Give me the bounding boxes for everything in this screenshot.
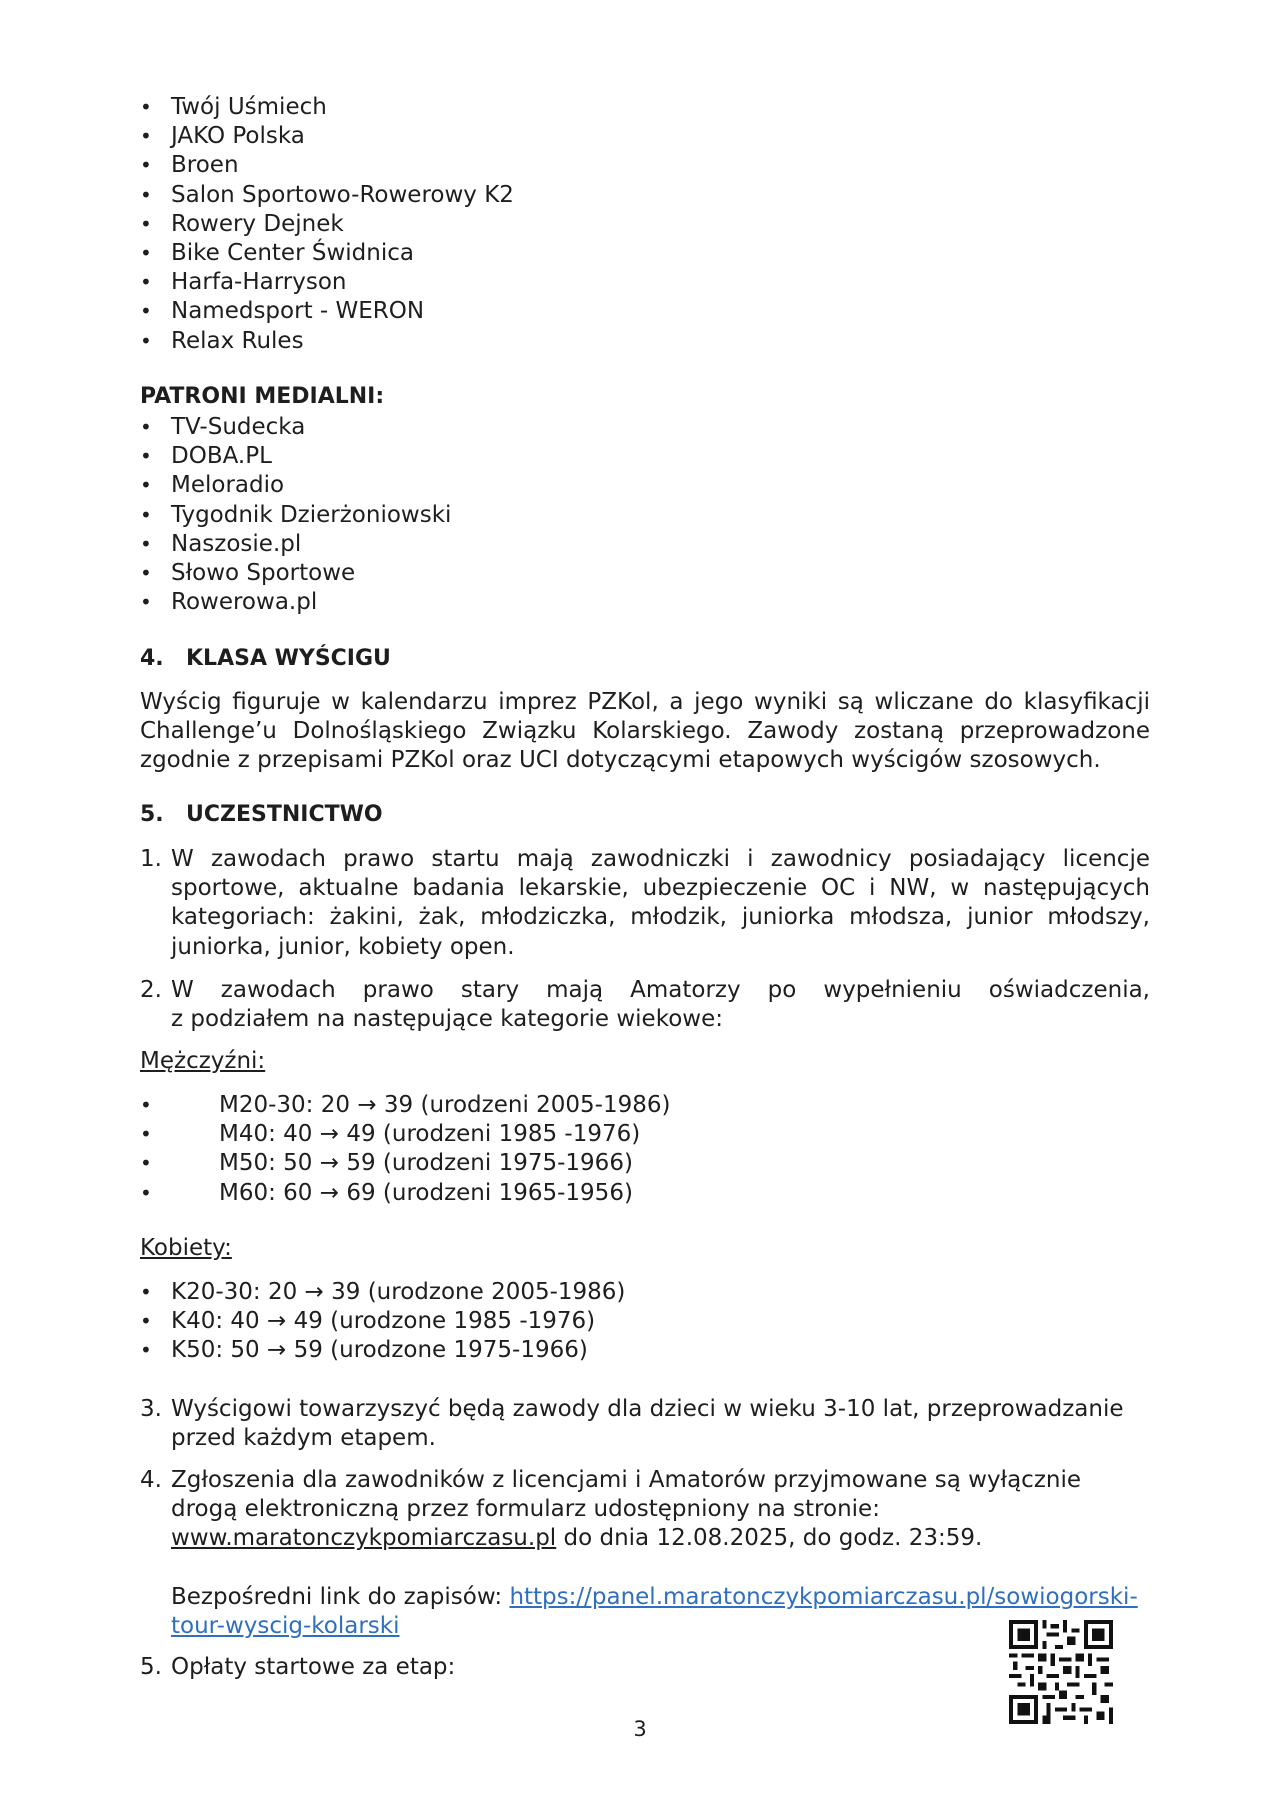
item-line: przed każdym etapem. <box>171 1425 436 1452</box>
item-line: W zawodach prawo stary mają Amatorzy po wypełnieniu oświadczenia, <box>171 977 1150 1003</box>
list-item: • Rowerowa.pl <box>140 588 451 617</box>
list-item: • Bike Center Świdnica <box>140 239 514 268</box>
men-label: Mężczyźni: <box>140 1048 266 1074</box>
list-item: • Rowery Dejnek <box>140 210 514 239</box>
women-categories-list <box>140 1278 625 1366</box>
list-item: • K50: 50 → 59 (urodzone 1975-1966) <box>140 1336 625 1365</box>
media-patrons-heading: PATRONI MEDIALNI: <box>140 384 385 409</box>
media-patrons-list <box>140 413 451 617</box>
list-item: • Tygodnik Dzierżoniowski <box>140 501 451 530</box>
list-item: • M50: 50 → 59 (urodzeni 1975-1966) <box>140 1149 671 1178</box>
list-item: • M40: 40 → 49 (urodzeni 1985 -1976) <box>140 1120 671 1149</box>
item-line: Opłaty startowe za etap: <box>171 1654 456 1680</box>
item-line: z podziałem na następujące kategorie wiekowe: <box>171 1006 723 1033</box>
registration-deadline: do dnia 12.08.2025, do godz. 23:59. <box>556 1525 983 1552</box>
item-line: Zgłoszenia dla zawodników z licencjami i Amatorów przyjmowane są wyłącznie <box>171 1467 1082 1493</box>
direct-registration-link-continued[interactable]: tour-wyscig-kolarski <box>171 1612 400 1639</box>
list-item: • JAKO Polska <box>140 122 514 151</box>
section-number: 5. <box>140 802 164 827</box>
page-number: 3 <box>633 1717 647 1741</box>
item-line <box>171 1583 1150 1612</box>
list-item: • K20-30: 20 → 39 (urodzone 2005-1986) <box>140 1278 625 1307</box>
item-number: 3. <box>140 1396 162 1422</box>
sponsors-list <box>140 93 514 356</box>
direct-registration-link[interactable]: https://panel.maratonczykpomiarczasu.pl/sowiogorski- <box>509 1583 1138 1610</box>
list-item: • DOBA.PL <box>140 442 451 471</box>
list-item: • Harfa-Harryson <box>140 268 514 297</box>
list-item: • K40: 40 → 49 (urodzone 1985 -1976) <box>140 1307 625 1336</box>
direct-link-label: Bezpośredni link do zapisów: <box>171 1583 510 1610</box>
list-item: • TV-Sudecka <box>140 413 451 442</box>
section-4-heading <box>140 646 391 671</box>
item-line: drogą elektroniczną przez formularz udostępniony na stronie: <box>171 1496 880 1523</box>
item-number: 2. <box>140 977 162 1003</box>
section-number: 4. <box>140 646 164 671</box>
list-item: • Twój Uśmiech <box>140 93 514 122</box>
list-item: • Relax Rules <box>140 327 514 356</box>
men-categories-list <box>140 1091 671 1208</box>
item-line <box>171 1524 1150 1553</box>
registration-site-link[interactable]: www.maratonczykpomiarczasu.pl <box>171 1525 557 1552</box>
section-title: KLASA WYŚCIGU <box>186 646 391 671</box>
item-line: kategoriach: żakini, żak, młodziczka, młodzik, juniorka młodsza, junior młodszy, <box>171 904 1150 931</box>
list-item: • Salon Sportowo-Rowerowy K2 <box>140 181 514 210</box>
list-item: • M20-30: 20 → 39 (urodzeni 2005-1986) <box>140 1091 671 1120</box>
item-line <box>171 1612 1150 1641</box>
list-item: • Broen <box>140 151 514 180</box>
paragraph-line: Challenge’u Dolnośląskiego Związku Kolarskiego. Zawody zostaną przeprowadzone <box>140 718 1150 745</box>
item-line: Wyścigowi towarzyszyć będą zawody dla dzieci w wieku 3-10 lat, przeprowadzanie <box>171 1396 1124 1422</box>
list-item: • Namedsport - WERON <box>140 297 514 326</box>
qr-code-icon[interactable] <box>1009 1620 1113 1724</box>
item-number: 4. <box>140 1467 162 1493</box>
item-line: W zawodach prawo startu mają zawodniczki i zawodnicy posiadający licencje <box>171 846 1150 872</box>
section-title: UCZESTNICTWO <box>186 802 383 827</box>
paragraph-line: zgodnie z przepisami PZKol oraz UCI dotyczącymi etapowych wyścigów szosowych. <box>140 747 1101 774</box>
list-item: • Naszosie.pl <box>140 530 451 559</box>
list-item: • Meloradio <box>140 471 451 500</box>
section-4-paragraph <box>140 688 1150 776</box>
section-5-heading <box>140 802 383 827</box>
item-line: sportowe, aktualne badania lekarskie, ubezpieczenie OC i NW, w następujących <box>171 875 1150 902</box>
item-line: juniorka, junior, kobiety open. <box>171 933 515 960</box>
item-number: 5. <box>140 1654 162 1680</box>
list-item: • Słowo Sportowe <box>140 559 451 588</box>
list-item: • M60: 60 → 69 (urodzeni 1965-1956) <box>140 1179 671 1208</box>
paragraph-line: Wyścig figuruje w kalendarzu imprez PZKol, a jego wyniki są wliczane do klasyfikacji <box>140 689 1150 715</box>
item-number: 1. <box>140 846 162 872</box>
women-label: Kobiety: <box>140 1235 232 1261</box>
